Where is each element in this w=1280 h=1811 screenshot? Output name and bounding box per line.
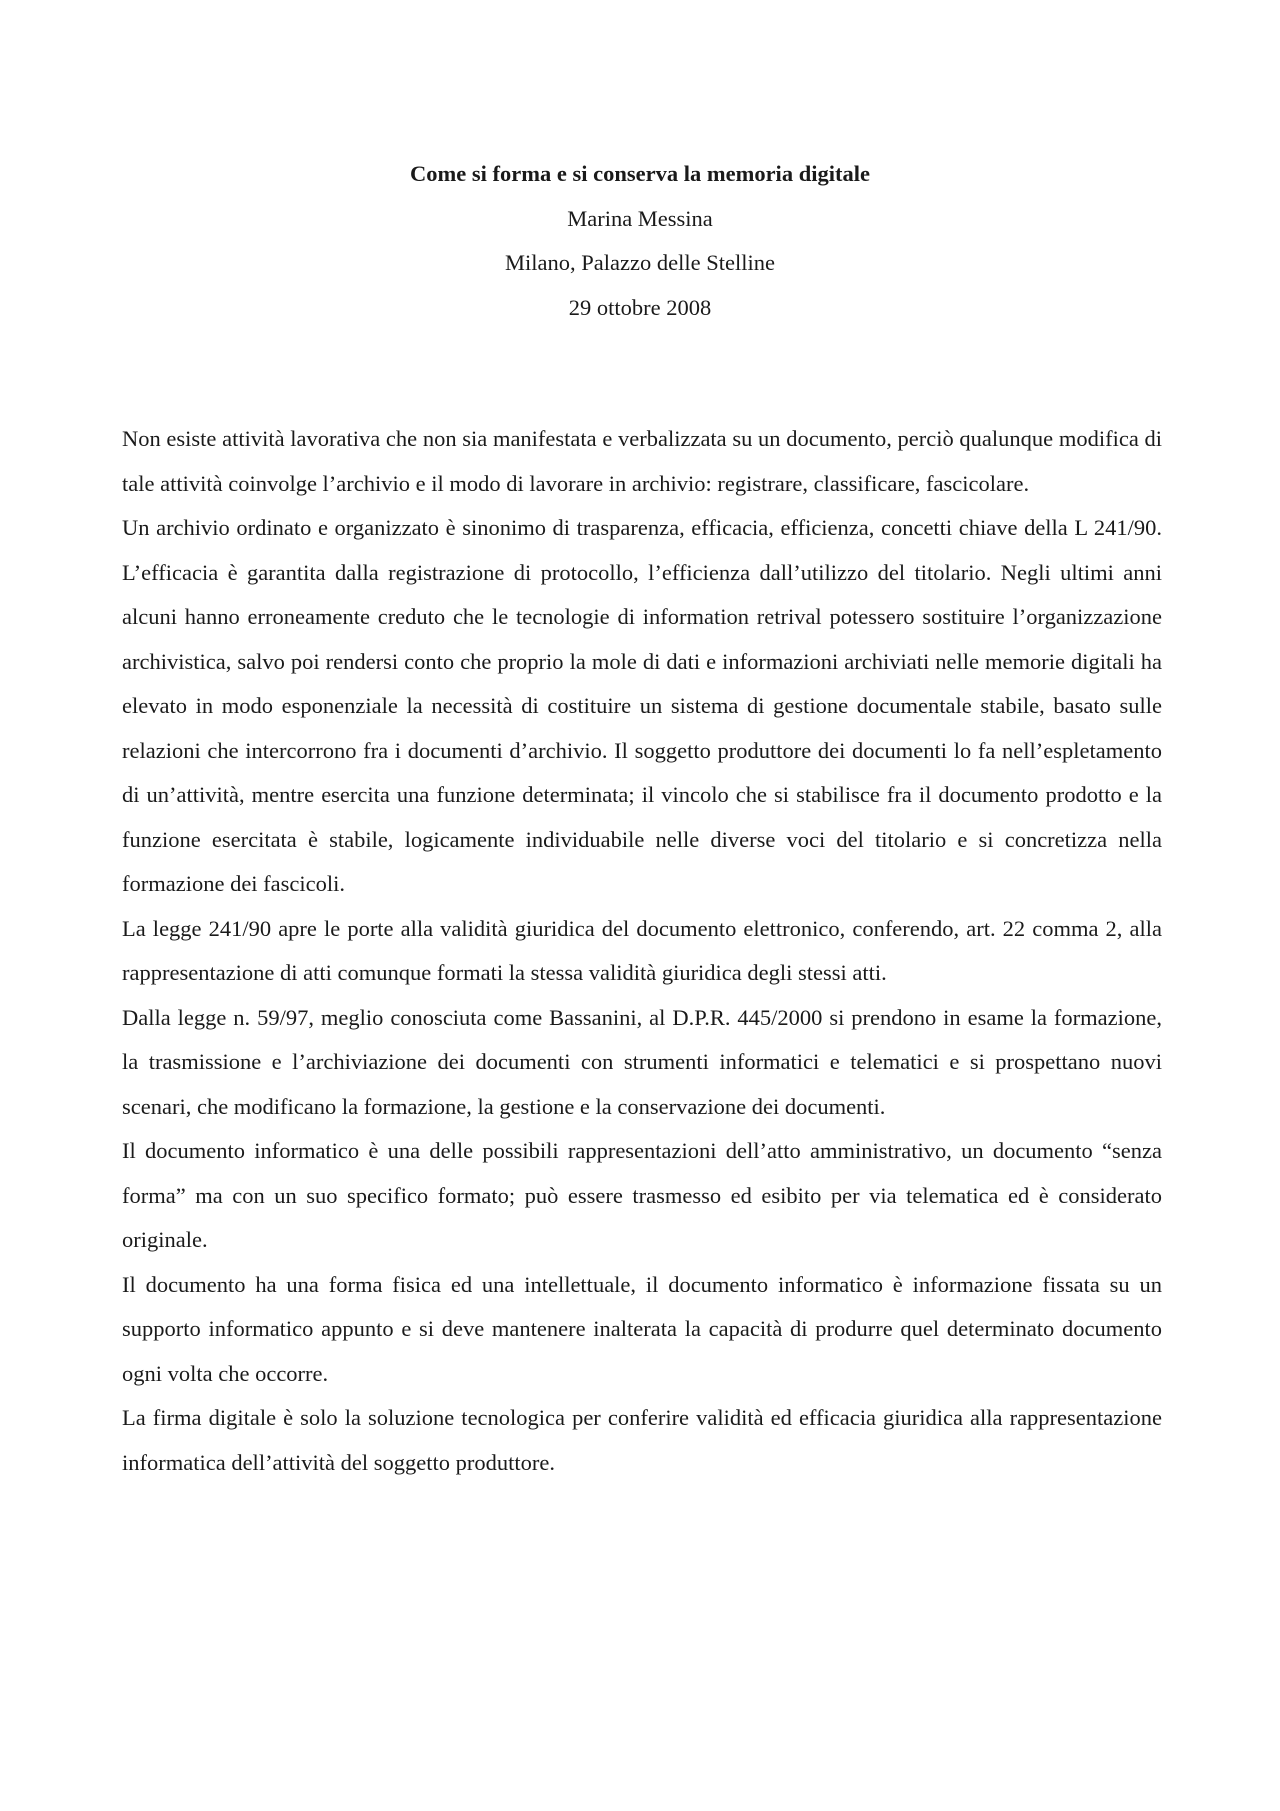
- paragraph: La firma digitale è solo la soluzione tecnologica per conferire validità ed efficacia giuridica alla rappresentazione informatica dell’attività del soggetto produttore.: [122, 1405, 1162, 1475]
- author-name: Marina Messina: [567, 205, 713, 231]
- document-title: Come si forma e si conserva la memoria digitale: [410, 161, 870, 186]
- paragraph: Dalla legge n. 59/97, meglio conosciuta come Bassanini, al D.P.R. 445/2000 si prendono in esame la formazione, la trasmissione e l’archiviazione dei documenti con strumenti informatici e telematici e si prospettano nuovi scenari, che modificano la formazione, la gestione e la conservazione dei documenti.: [122, 1004, 1162, 1119]
- paragraph: Un archivio ordinato e organizzato è sinonimo di trasparenza, efficacia, efficienza, concetti chiave della L 241/90. L’efficacia è garantita dalla registrazione di protocollo, l’efficienza dall’utilizzo del titolario. Negli ultimi anni alcuni hanno erroneamente creduto che le tecnologie di information retrival potessero sostituire l’organizzazione archivistica, salvo poi rendersi conto che proprio la mole di dati e informazioni archiviati nelle memorie digitali ha elevato in modo esponenziale la necessità di costituire un sistema di gestione documentale stabile, basato sulle relazioni che intercorrono fra i documenti d’archivio. Il soggetto produttore dei documenti lo fa nell’espletamento di un’attività, mentre esercita una funzione determinata; il vincolo che si stabilisce fra il documento prodotto e la funzione esercitata è stabile, logicamente individuabile nelle diverse voci del titolario e si concretizza nella formazione dei fascicoli.: [122, 515, 1162, 896]
- paragraph: Il documento informatico è una delle possibili rappresentazioni dell’atto amministrativo, un documento “senza forma” ma con un suo specifico formato; può essere trasmesso ed esibito per via telematica ed è considerato originale.: [122, 1138, 1162, 1252]
- document-header: [0, 152, 1280, 330]
- document-body: [122, 417, 1162, 1485]
- paragraph: Il documento ha una forma fisica ed una intellettuale, il documento informatico è informazione fissata su un supporto informatico appunto e si deve mantenere inalterata la capacità di produrre quel determinato documento ogni volta che occorre.: [122, 1271, 1162, 1386]
- paragraph: La legge 241/90 apre le porte alla validità giuridica del documento elettronico, conferendo, art. 22 comma 2, alla rappresentazione di atti comunque formati la stessa validità giuridica degli stessi atti.: [122, 915, 1162, 985]
- event-date: 29 ottobre 2008: [568, 294, 712, 320]
- paragraph: Non esiste attività lavorativa che non sia manifestata e verbalizzata su un documento, perciò qualunque modifica di tale attività coinvolge l’archivio e il modo di lavorare in archivio: registrare, classificare, fascicolare.: [122, 426, 1162, 496]
- event-location: Milano, Palazzo delle Stelline: [505, 250, 775, 275]
